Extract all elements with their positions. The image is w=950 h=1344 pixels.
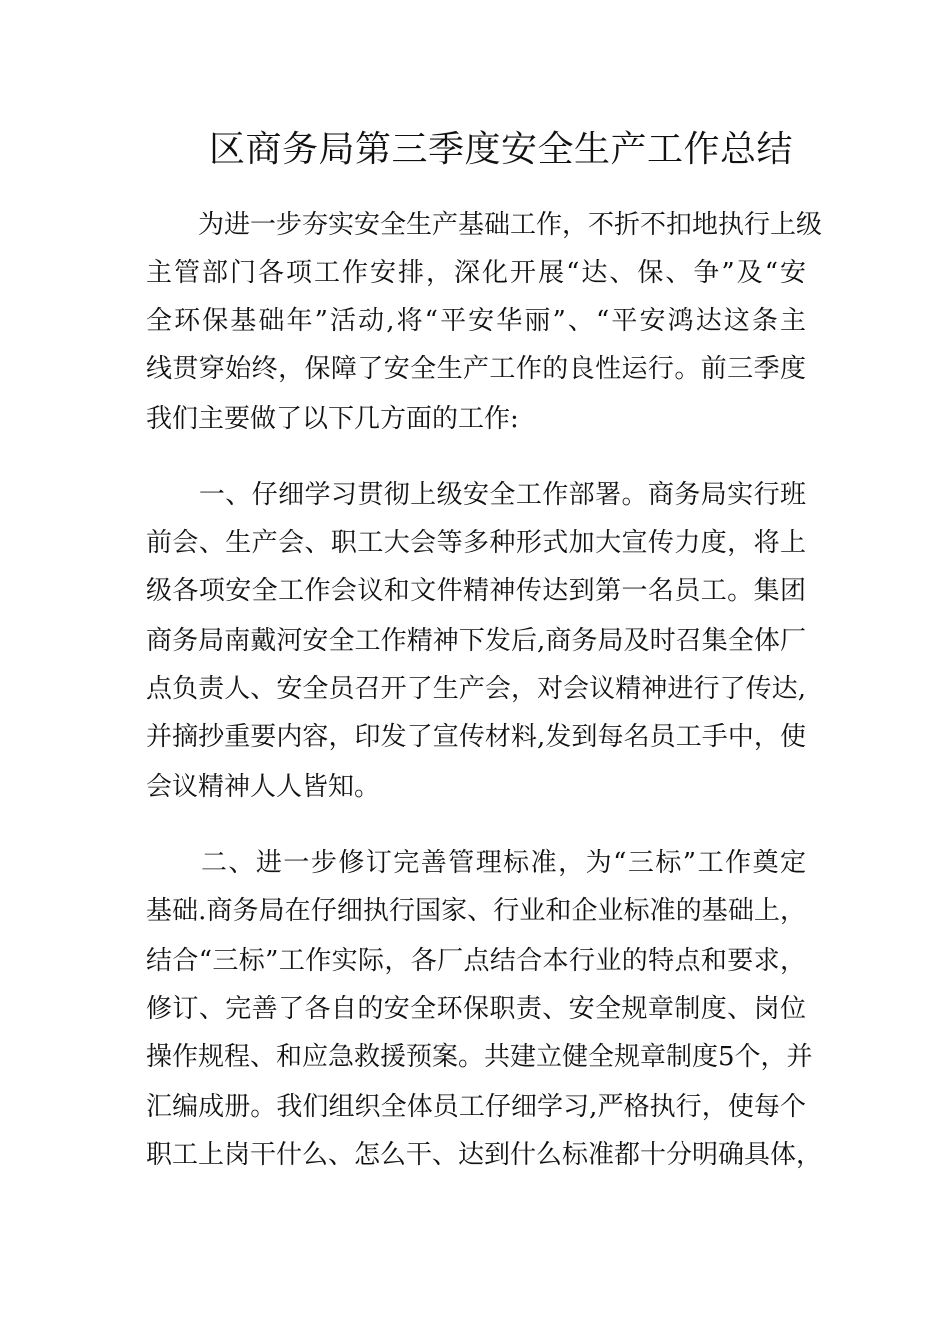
document-title: 区商务局第三季度安全生产工作总结 xyxy=(208,129,793,170)
paragraph-1-line-5: 我们主要做了以下几方面的工作: xyxy=(146,404,519,434)
paragraph-1-line-2: 主管部门各项工作安排，深化开展“达、保、争”及“安 xyxy=(146,258,806,288)
paragraph-2-line-7: 会议精神人人皆知。 xyxy=(146,772,381,802)
paragraph-1-line-1: 为进一步夯实安全生产基础工作，不折不扣地执行上级 xyxy=(146,210,823,240)
paragraph-3-line-2: 基础.商务局在仔细执行国家、行业和企业标准的基础上， xyxy=(146,896,806,926)
paragraph-2-line-2: 前会、生产会、职工大会等多种形式加大宣传力度，将上 xyxy=(146,528,806,558)
paragraph-2-line-5: 点负责人、安全员召开了生产会，对会议精神进行了传达, xyxy=(146,674,806,704)
paragraph-2-line-4: 商务局南戴河安全工作精神下发后,商务局及时召集全体厂 xyxy=(146,626,806,656)
paragraph-2-line-6: 并摘抄重要内容，印发了宣传材料,发到每名员工手中，使 xyxy=(146,722,806,752)
paragraph-3-line-6: 汇编成册。我们组织全体员工仔细学习,严格执行，使每个 xyxy=(146,1092,806,1122)
paragraph-2-line-1: 一、仔细学习贯彻上级安全工作部署。商务局实行班 xyxy=(146,480,806,510)
paragraph-1-line-3: 全环保基础年”活动,将“平安华丽”、“平安鸿达这条主 xyxy=(146,306,806,336)
paragraph-1-line-4: 线贯穿始终，保障了安全生产工作的良性运行。前三季度 xyxy=(146,354,806,384)
paragraph-3-line-1: 二、进一步修订完善管理标准，为“三标”工作奠定 xyxy=(146,848,806,878)
paragraph-3-line-3: 结合“三标”工作实际，各厂点结合本行业的特点和要求， xyxy=(146,946,806,976)
paragraph-3-line-5: 操作规程、和应急救援预案。共建立健全规章制度5个，并 xyxy=(146,1042,813,1072)
paragraph-3-line-7: 职工上岗干什么、怎么干、达到什么标准都十分明确具体， xyxy=(146,1140,823,1170)
paragraph-2-line-3: 级各项安全工作会议和文件精神传达到第一名员工。集团 xyxy=(146,576,806,606)
paragraph-3-line-4: 修订、完善了各自的安全环保职责、安全规章制度、岗位 xyxy=(146,994,806,1024)
